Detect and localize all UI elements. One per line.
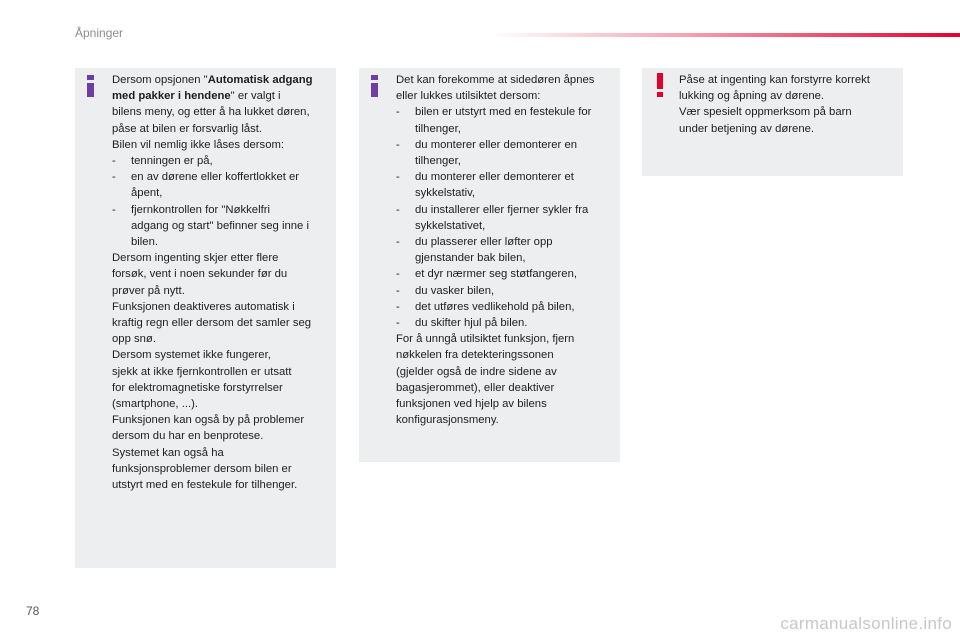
bullet-text — [415, 202, 588, 234]
text-line: Vær spesielt oppmerksom på barn — [679, 106, 852, 119]
text-line: du monterer eller demonterer en — [415, 138, 578, 151]
text-line: sykkelstativ, — [415, 187, 476, 200]
text-line: prøver på nytt. — [112, 284, 185, 297]
info-panel-side-door — [359, 68, 620, 462]
bullet-mark: - — [396, 138, 400, 151]
text-line: du skifter hjul på bilen. — [415, 317, 528, 330]
bullet-mark: - — [396, 284, 400, 297]
text-line: Dersom systemet ikke fungerer, — [112, 349, 271, 362]
bullet-item — [396, 266, 614, 282]
bullet-item — [396, 299, 614, 315]
text-line: du monterer eller demonterer et — [415, 171, 574, 184]
text-line: du vasker bilen, — [415, 284, 495, 297]
bullet-text — [415, 299, 575, 315]
text-line: nøkkelen fra detekteringssonen — [396, 349, 554, 362]
text-line: en av dørene eller koffertlokket er — [131, 171, 300, 184]
panel-text — [679, 72, 897, 137]
bullet-mark: - — [396, 300, 400, 313]
header-accent-line — [490, 33, 960, 37]
text-line: forsøk, vent i noen sekunder før du — [112, 268, 288, 281]
info-panel-automatic-access — [75, 68, 336, 568]
text-line: funksjonen ved hjelp av bilens — [396, 398, 547, 411]
text-line: Dersom ingenting skjer etter flere — [112, 252, 279, 265]
bullet-text — [415, 266, 577, 282]
text-line: kraftig regn eller dersom det samler seg — [112, 317, 312, 330]
bullet-mark: - — [396, 171, 400, 184]
text-line: for elektromagnetiske forstyrrelser — [112, 381, 283, 394]
text-line: (smartphone, ...). — [112, 398, 199, 411]
text-line: tenningen er på, — [131, 155, 213, 168]
bullet-item — [396, 169, 614, 201]
bullet-mark: - — [396, 268, 400, 281]
text-line: tilhenger, — [415, 155, 461, 168]
text-line: adgang og start" befinner seg inne i — [131, 219, 309, 232]
bullet-text — [415, 169, 574, 201]
bullet-mark: - — [112, 171, 116, 184]
bullet-text — [131, 202, 309, 251]
bullet-text — [131, 153, 213, 169]
text-line: konfigurasjonsmeny. — [396, 414, 499, 427]
text-line: Systemet kan også ha — [112, 446, 224, 459]
bullet-item — [396, 315, 614, 331]
warning-panel-doors — [642, 68, 903, 176]
watermark: carmanualsonline.info — [780, 614, 952, 633]
bullet-mark: - — [396, 317, 400, 330]
section-title: Åpninger — [75, 26, 124, 40]
panel-text — [112, 72, 330, 493]
bullet-item — [396, 104, 614, 136]
bullet-text — [415, 104, 591, 136]
bullet-mark: - — [396, 203, 400, 216]
bullet-item — [112, 153, 330, 169]
text-line: bilens meny, og etter å ha lukket døren, — [112, 106, 310, 119]
bullet-item — [396, 234, 614, 266]
text-line: Dersom opsjonen "Automatisk adgang — [112, 74, 313, 86]
page-number: 78 — [26, 604, 40, 618]
text-line: eller lukkes utilsiktet dersom: — [396, 90, 541, 103]
text-line: gjenstander bak bilen, — [415, 252, 526, 265]
text-line: Bilen vil nemlig ikke låses dersom: — [112, 138, 285, 151]
text-line: Det kan forekomme at sidedøren åpnes — [396, 74, 595, 86]
warning-icon — [656, 73, 664, 97]
bullet-text — [131, 169, 299, 201]
text-line: sjekk at ikke fjernkontrollen er utsatt — [112, 365, 292, 378]
bullet-mark: - — [396, 106, 400, 119]
bullet-item — [396, 202, 614, 234]
text-line: fjernkontrollen for "Nøkkelfri — [131, 203, 270, 216]
bullet-item — [396, 137, 614, 169]
bullet-item — [112, 169, 330, 201]
text-line: under betjening av dørene. — [679, 122, 815, 135]
bullet-mark: - — [112, 203, 116, 216]
text-line: det utføres vedlikehold på bilen, — [415, 300, 575, 313]
text-line: du plasserer eller løfter opp — [415, 236, 553, 249]
text-line: du installerer eller fjerner sykler fra — [415, 203, 589, 216]
text-line: Påse at ingenting kan forstyrre korrekt — [679, 74, 870, 86]
bullet-text — [415, 315, 527, 331]
text-line: utstyrt med en festekule for tilhenger. — [112, 479, 298, 492]
info-icon — [87, 75, 94, 97]
info-icon — [371, 75, 378, 97]
panel-text — [396, 72, 614, 428]
text-line: opp snø. — [112, 333, 156, 346]
bullet-text — [415, 137, 577, 169]
text-line: med pakker i hendene" er valgt i — [112, 90, 281, 103]
text-line: dersom du har en benprotese. — [112, 430, 264, 443]
text-line: (gjelder også de indre sidene av — [396, 365, 557, 378]
text-line: bagasjerommet), eller deaktiver — [396, 381, 555, 394]
text-line: tilhenger, — [415, 122, 461, 135]
bullet-mark: - — [396, 236, 400, 249]
text-line: et dyr nærmer seg støtfangeren, — [415, 268, 577, 281]
bullet-text — [415, 283, 494, 299]
text-line: bilen. — [131, 236, 159, 249]
text-line: Funksjonen deaktiveres automatisk i — [112, 300, 295, 313]
text-line: sykkelstativet, — [415, 219, 486, 232]
bullet-item — [396, 283, 614, 299]
text-line: bilen er utstyrt med en festekule for — [415, 106, 592, 119]
text-line: funksjonsproblemer dersom bilen er — [112, 462, 292, 475]
bullet-text — [415, 234, 553, 266]
text-line: For å unngå utilsiktet funksjon, fjern — [396, 333, 575, 346]
text-line: åpent, — [131, 187, 163, 200]
bullet-mark: - — [112, 155, 116, 168]
text-line: Funksjonen kan også by på problemer — [112, 414, 305, 427]
text-line: påse at bilen er forsvarlig låst. — [112, 122, 263, 135]
text-line: lukking og åpning av dørene. — [679, 90, 825, 103]
bullet-item — [112, 202, 330, 251]
